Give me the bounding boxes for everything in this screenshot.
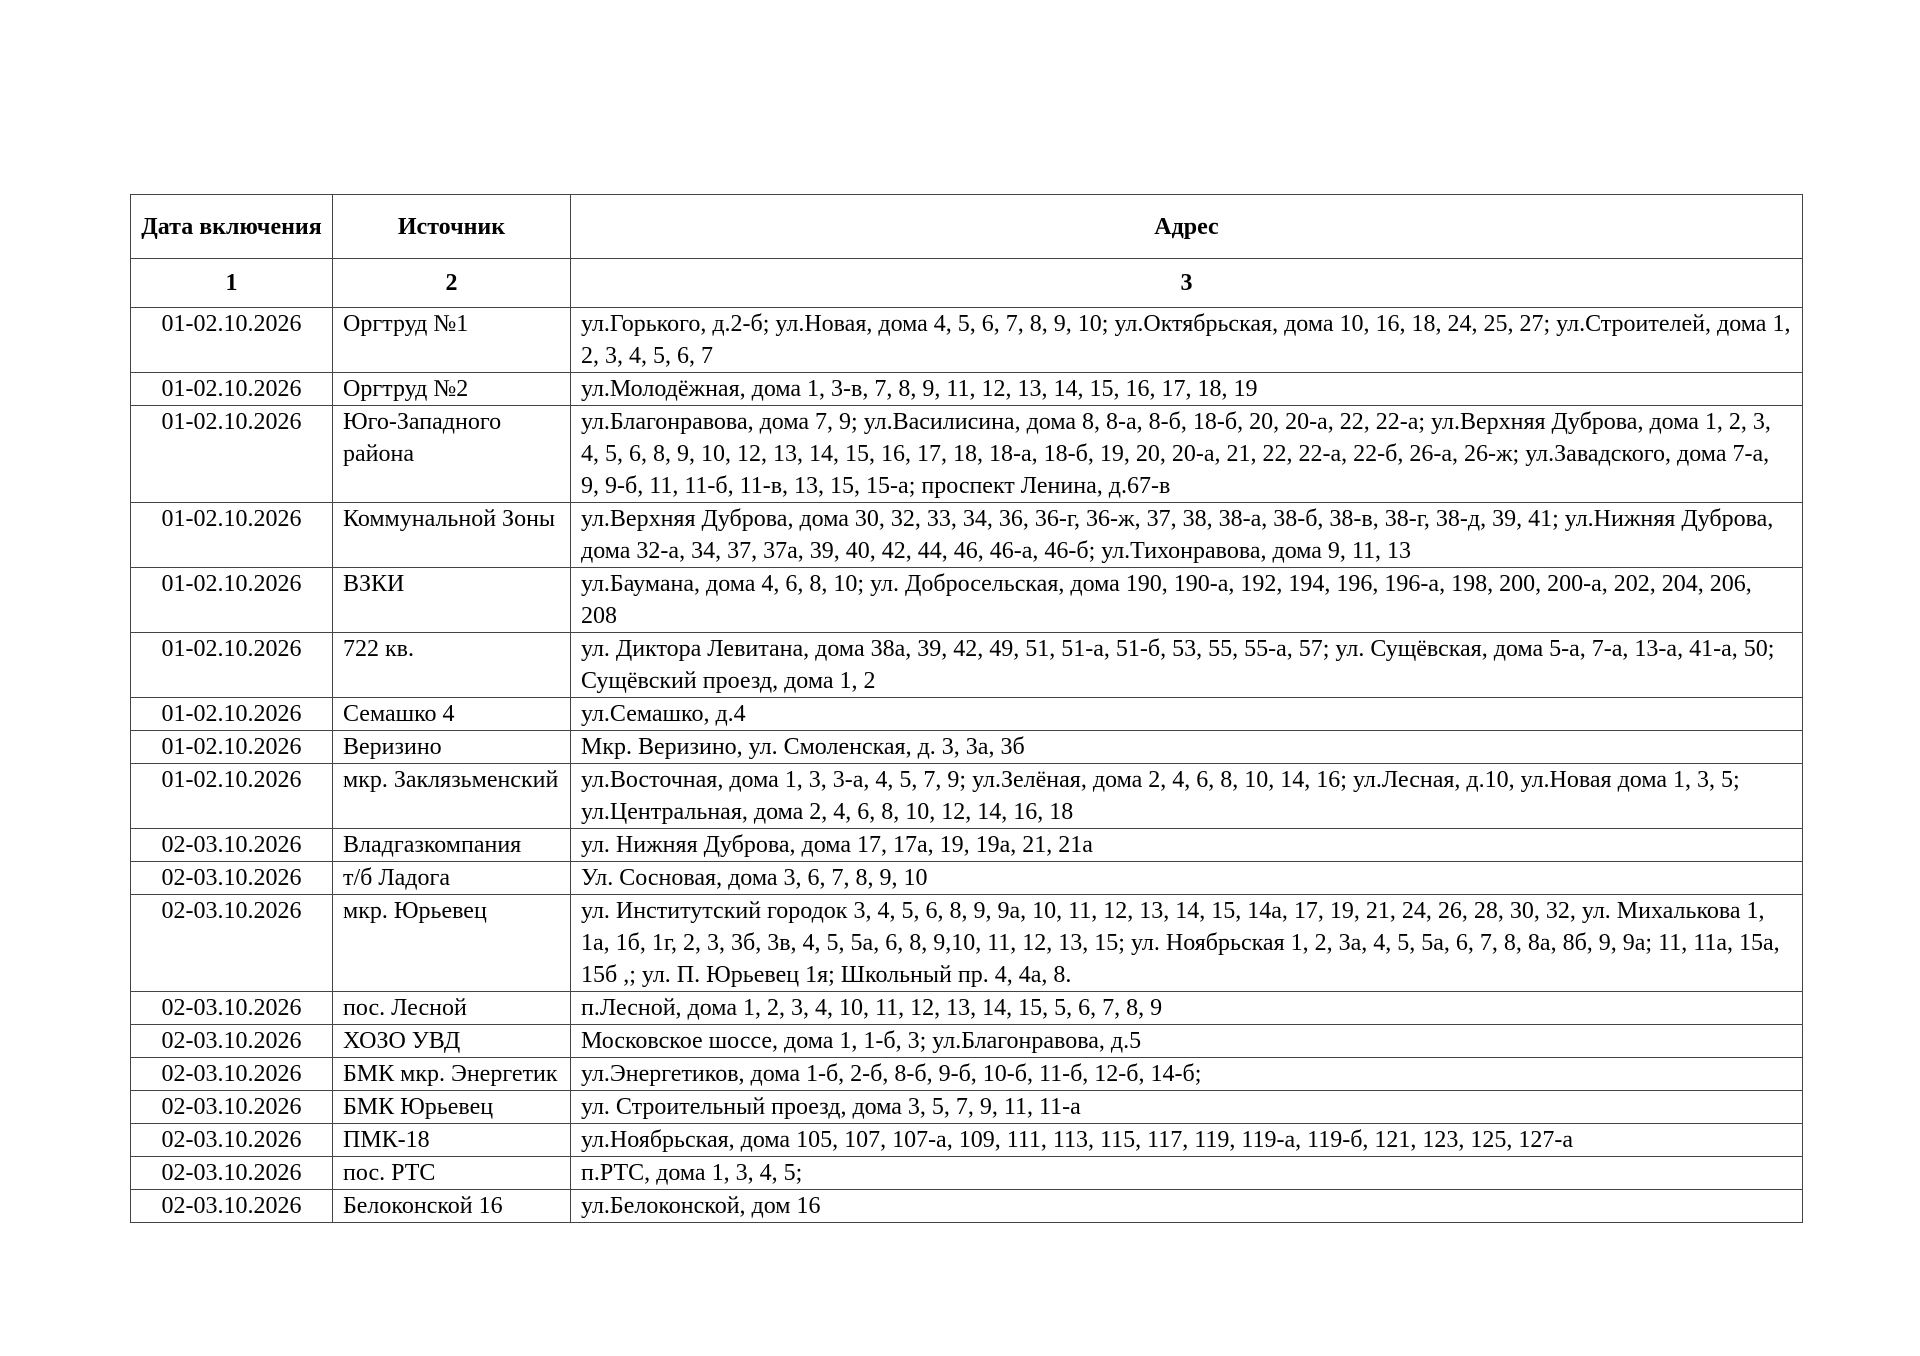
table-row [131, 1190, 1803, 1223]
address-cell: Мкр. Веризино, ул. Смоленская, д. 3, 3а, 3б [571, 731, 1803, 764]
source-cell: Веризино [333, 731, 571, 764]
table-row [131, 764, 1803, 829]
table-row [131, 373, 1803, 406]
address-cell: ул. Диктора Левитана, дома 38а, 39, 42, 49, 51, 51-а, 51-б, 53, 55, 55-а, 57; ул. Сущёвская, дома 5-а, 7-а, 13-а, 41-а, 50; Сущёвский проезд, дома 1, 2 [571, 633, 1803, 698]
source-cell: пос. РТС [333, 1157, 571, 1190]
source-cell: Оргтруд №2 [333, 373, 571, 406]
column-number-3: 3 [571, 259, 1803, 308]
address-cell: ул.Семашко, д.4 [571, 698, 1803, 731]
date-cell: 02-03.10.2026 [131, 1025, 333, 1058]
date-cell: 01-02.10.2026 [131, 503, 333, 568]
column-number-row [131, 259, 1803, 308]
address-cell: п.РТС, дома 1, 3, 4, 5; [571, 1157, 1803, 1190]
table-row [131, 1058, 1803, 1091]
date-cell: 02-03.10.2026 [131, 829, 333, 862]
table-row [131, 698, 1803, 731]
source-cell: Семашко 4 [333, 698, 571, 731]
source-cell: БМК мкр. Энергетик [333, 1058, 571, 1091]
address-cell: ул.Молодёжная, дома 1, 3-в, 7, 8, 9, 11, 12, 13, 14, 15, 16, 17, 18, 19 [571, 373, 1803, 406]
table-row [131, 1091, 1803, 1124]
table-row [131, 633, 1803, 698]
source-cell: ХОЗО УВД [333, 1025, 571, 1058]
source-cell: мкр. Заклязьменский [333, 764, 571, 829]
date-cell: 01-02.10.2026 [131, 764, 333, 829]
address-cell: ул.Баумана, дома 4, 6, 8, 10; ул. Добросельская, дома 190, 190-а, 192, 194, 196, 196-а, 198, 200, 200-а, 202, 204, 206, 208 [571, 568, 1803, 633]
date-cell: 01-02.10.2026 [131, 731, 333, 764]
address-cell: Московское шоссе, дома 1, 1-б, 3; ул.Благонравова, д.5 [571, 1025, 1803, 1058]
address-cell: ул.Верхняя Дуброва, дома 30, 32, 33, 34, 36, 36-г, 36-ж, 37, 38, 38-а, 38-б, 38-в, 38-г, 38-д, 39, 41; ул.Нижняя Дуброва, дома 32-а, 34, 37, 37а, 39, 40, 42, 44, 46, 46-а, 46-б; ул.Тихонравова, дома 9, 11, 13 [571, 503, 1803, 568]
column-number-1: 1 [131, 259, 333, 308]
table-body [131, 308, 1803, 1223]
address-cell: ул.Горького, д.2-б; ул.Новая, дома 4, 5, 6, 7, 8, 9, 10; ул.Октябрьская, дома 10, 16, 18, 24, 25, 27; ул.Строителей, дома 1, 2, 3, 4, 5, 6, 7 [571, 308, 1803, 373]
source-cell: пос. Лесной [333, 992, 571, 1025]
source-cell: т/б Ладога [333, 862, 571, 895]
date-cell: 02-03.10.2026 [131, 1058, 333, 1091]
table-row [131, 1157, 1803, 1190]
header-source: Источник [333, 195, 571, 259]
column-number-2: 2 [333, 259, 571, 308]
header-date: Дата включения [131, 195, 333, 259]
date-cell: 02-03.10.2026 [131, 992, 333, 1025]
table-row [131, 568, 1803, 633]
address-cell: ул.Благонравова, дома 7, 9; ул.Василисина, дома 8, 8-а, 8-б, 18-б, 20, 20-а, 22, 22-а; ул.Верхняя Дуброва, дома 1, 2, 3, 4, 5, 6, 8, 9, 10, 12, 13, 14, 15, 16, 17, 18, 18-а, 18-б, 19, 20, 20-а, 21, 22, 22-а, 22-б, 26-а, 26-ж; ул.Завадского, дома 7-а, 9, 9-б, 11, 11-б, 11-в, 13, 15, 15-а; проспект Ленина, д.67-в [571, 406, 1803, 503]
source-cell: ПМК-18 [333, 1124, 571, 1157]
table-row [131, 862, 1803, 895]
date-cell: 01-02.10.2026 [131, 406, 333, 503]
table-row [131, 503, 1803, 568]
date-cell: 01-02.10.2026 [131, 308, 333, 373]
source-cell: Владгазкомпания [333, 829, 571, 862]
date-cell: 02-03.10.2026 [131, 1190, 333, 1223]
address-cell: ул.Ноябрьская, дома 105, 107, 107-а, 109, 111, 113, 115, 117, 119, 119-а, 119-б, 121, 123, 125, 127-а [571, 1124, 1803, 1157]
table-row [131, 308, 1803, 373]
date-cell: 02-03.10.2026 [131, 862, 333, 895]
table-row [131, 895, 1803, 992]
table-row [131, 992, 1803, 1025]
date-cell: 02-03.10.2026 [131, 1124, 333, 1157]
table-row [131, 1124, 1803, 1157]
address-cell: ул.Восточная, дома 1, 3, 3-а, 4, 5, 7, 9; ул.Зелёная, дома 2, 4, 6, 8, 10, 14, 16; ул.Лесная, д.10, ул.Новая дома 1, 3, 5; ул.Центральная, дома 2, 4, 6, 8, 10, 12, 14, 16, 18 [571, 764, 1803, 829]
source-cell: ВЗКИ [333, 568, 571, 633]
address-cell: ул. Институтский городок 3, 4, 5, 6, 8, 9, 9а, 10, 11, 12, 13, 14, 15, 14а, 17, 19, 21, 24, 26, 28, 30, 32, ул. Михалькова 1, 1а, 1б, 1г, 2, 3, 3б, 3в, 4, 5, 5а, 6, 8, 9,10, 11, 12, 13, 15; ул. Ноябрьская 1, 2, 3а, 4, 5, 5а, 6, 7, 8, 8а, 8б, 9, 9а; 11, 11а, 15а, 15б ,; ул. П. Юрьевец 1я; Школьный пр. 4, 4а, 8. [571, 895, 1803, 992]
date-cell: 01-02.10.2026 [131, 568, 333, 633]
source-cell: Юго-Западного района [333, 406, 571, 503]
date-cell: 01-02.10.2026 [131, 698, 333, 731]
date-cell: 02-03.10.2026 [131, 895, 333, 992]
address-cell: Ул. Сосновая, дома 3, 6, 7, 8, 9, 10 [571, 862, 1803, 895]
source-cell: БМК Юрьевец [333, 1091, 571, 1124]
address-cell: ул. Строительный проезд, дома 3, 5, 7, 9, 11, 11-а [571, 1091, 1803, 1124]
address-cell: ул.Энергетиков, дома 1-б, 2-б, 8-б, 9-б, 10-б, 11-б, 12-б, 14-б; [571, 1058, 1803, 1091]
address-cell: п.Лесной, дома 1, 2, 3, 4, 10, 11, 12, 13, 14, 15, 5, 6, 7, 8, 9 [571, 992, 1803, 1025]
date-cell: 02-03.10.2026 [131, 1157, 333, 1190]
table-row [131, 406, 1803, 503]
table-row [131, 1025, 1803, 1058]
source-cell: Коммунальной Зоны [333, 503, 571, 568]
source-cell: мкр. Юрьевец [333, 895, 571, 992]
address-cell: ул. Нижняя Дуброва, дома 17, 17а, 19, 19а, 21, 21а [571, 829, 1803, 862]
date-cell: 01-02.10.2026 [131, 373, 333, 406]
schedule-table [130, 194, 1803, 1223]
table-row [131, 731, 1803, 764]
date-cell: 01-02.10.2026 [131, 633, 333, 698]
date-cell: 02-03.10.2026 [131, 1091, 333, 1124]
header-row [131, 195, 1803, 259]
source-cell: Оргтруд №1 [333, 308, 571, 373]
source-cell: Белоконской 16 [333, 1190, 571, 1223]
header-address: Адрес [571, 195, 1803, 259]
address-cell: ул.Белоконской, дом 16 [571, 1190, 1803, 1223]
source-cell: 722 кв. [333, 633, 571, 698]
table-row [131, 829, 1803, 862]
